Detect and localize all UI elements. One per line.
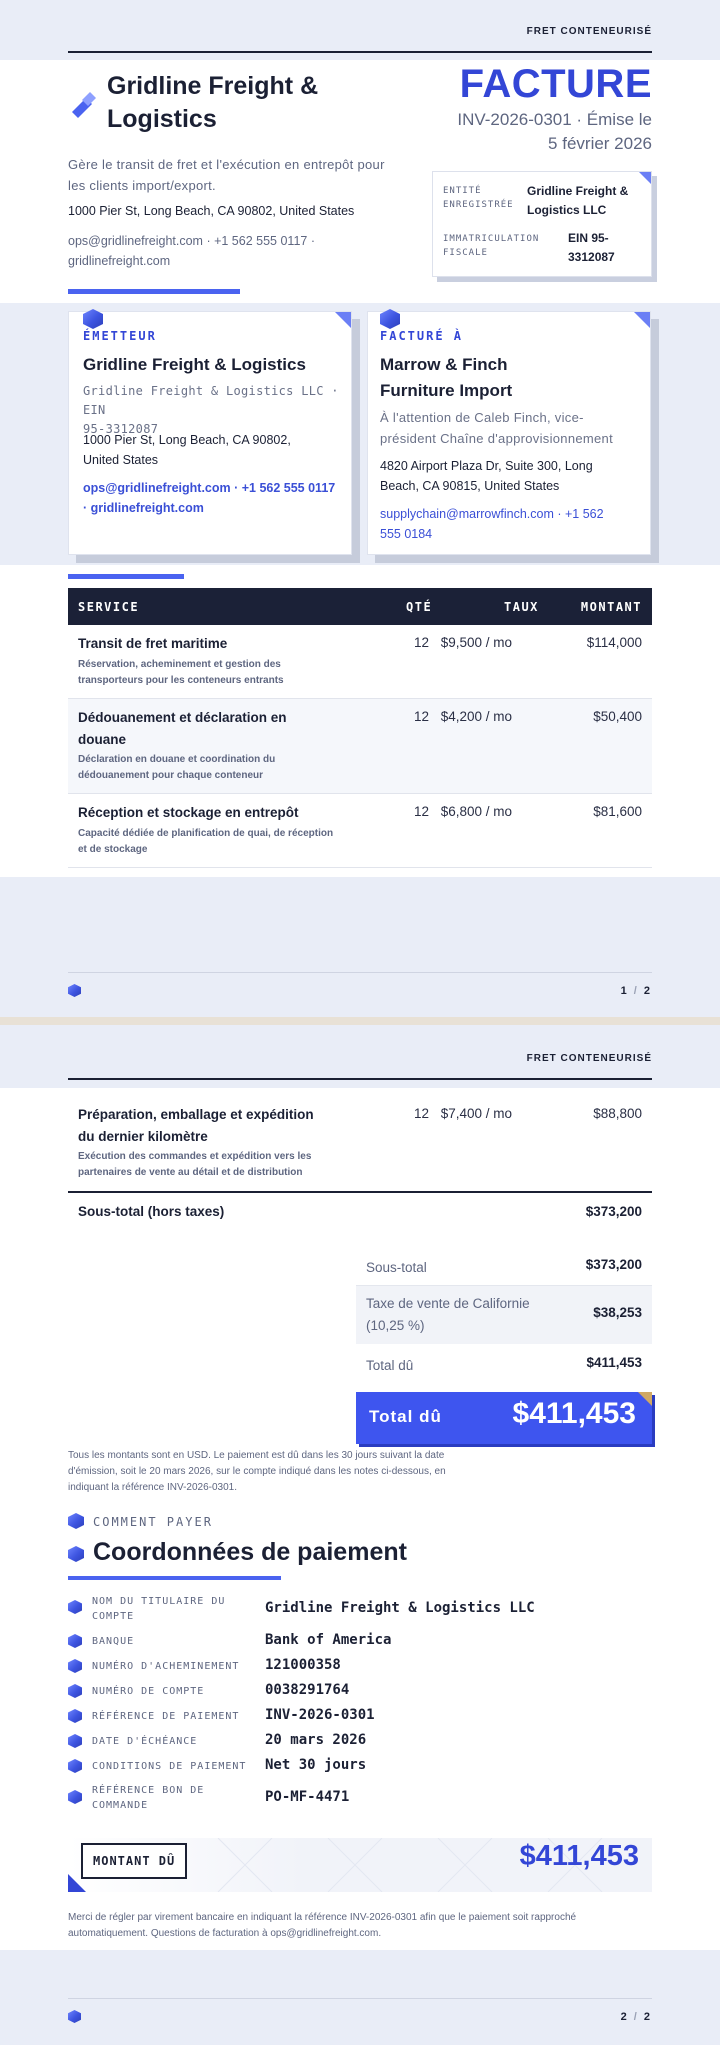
col-rate: TAUX [504,600,539,614]
brand-name-line2: Logistics [107,105,217,133]
payment-item-value: PO-MF-4471 [265,1789,350,1805]
payment-item-label: NUMÉRO DE COMPTE [92,1686,205,1697]
row-title: Préparation, emballage et expédition du dernier kilomètre [78,1107,314,1144]
totals-total-label: Total dû [366,1358,414,1373]
bullet-cube-icon [68,1759,82,1773]
payment-accent-bar [68,1576,281,1580]
bullet-cube-icon [68,1634,82,1648]
issuer-name: Gridline Freight & Logistics [83,355,306,374]
payment-item-value: Gridline Freight & Logistics LLC [265,1600,535,1616]
total-due-value: $411,453 [512,1397,636,1430]
billed-to-address: 4820 Airport Plaza Dr, Suite 300, Long Beach, CA 90815, United States [380,459,593,493]
col-service: SERVICE [78,600,140,614]
invoice-issue-date: 5 février 2026 [548,133,652,153]
page2-top-label: FRET CONTENEURISÉ [526,1053,652,1064]
payment-item-value: INV-2026-0301 [265,1707,375,1723]
document-title: FACTURE [459,62,652,106]
brand-contact-line2: gridlinefreight.com [68,254,171,268]
issuer-cube-icon [83,309,103,329]
payment-item [68,1592,652,1626]
tax-id-label: IMMATRICULATION FISCALE [443,234,540,259]
page-top-label: FRET CONTENEURISÉ [526,26,652,37]
issuer-address: 1000 Pier St, Long Beach, CA 90802, United States [83,433,291,467]
entity-label: ENTITÉ ENREGISTRÉE [443,186,514,211]
table-row [68,699,652,794]
row-rate: $9,500 / mo [440,635,512,650]
billed-to-contact[interactable]: supplychain@marrowfinch.com · +1 562 555 0184 [380,507,604,541]
total-due-box [356,1392,652,1444]
invoice-number-date: INV-2026-0301 · Émise le [457,110,652,129]
table-subtotal-value: $373,200 [585,1204,642,1219]
row-desc: Capacité dédiée de planification de quai, de réception et de stockage [78,828,334,855]
billed-to-card-fold [634,312,650,328]
table-header [68,588,652,625]
row-amount: $88,800 [593,1106,642,1121]
total-due-label: Total dû [369,1407,442,1426]
row-qty: 12 [414,804,430,819]
entity-value: Gridline Freight & Logistics LLC [527,184,629,217]
totals-subtotal-label: Sous-total [366,1260,427,1275]
payment-item-value: Net 30 jours [265,1757,367,1773]
row-amount: $114,000 [586,635,642,650]
entity-card-fold [639,172,651,184]
billed-to-attention: À l'attention de Caleb Finch, vice- président Chaîne d'approvisionnement [380,410,613,446]
brand-contact-line1: ops@gridlinefreight.com · +1 562 555 0117 · [68,234,315,248]
total-due-fold [638,1392,652,1406]
row-qty: 12 [414,635,430,650]
issuer-contact[interactable]: ops@gridlinefreight.com · +1 562 555 0117 · gridlinefreight.com [83,481,336,515]
page2-footer-rule [68,1998,652,1999]
brand-address: 1000 Pier St, Long Beach, CA 90802, United States [68,204,355,218]
payment-item-value: Bank of America [265,1632,392,1648]
payment-footer-note: Merci de régler par virement bancaire en indiquant la référence INV-2026-0301 afin que le paiement soit rapproché automatiquement. Questions de facturation à ops@gridlinefreight.com. [68,1912,577,1939]
issuer-section-label: ÉMETTEUR [83,329,157,343]
row-title: Dédouanement et déclaration en douane [78,710,287,747]
page1-footer-rule [68,972,652,973]
payment-notes: Tous les montants sont en USD. Le paiement est dû dans les 30 jours suivant la date d'émission, soit le 20 mars 2026, sur le compte indiqué dans les notes ci-dessous, en indiquant la référence INV-2026-0301. [68,1450,446,1493]
page1-number: 1 / 2 [620,985,652,997]
payment-item-value: 121000358 [265,1657,341,1673]
payment-item-label: NOM DU TITULAIRE DU COMPTE [92,1596,226,1622]
issuer-card [68,311,352,555]
payment-item [68,1657,652,1677]
payment-item [68,1781,652,1815]
row-qty: 12 [414,1106,430,1121]
bullet-cube-icon [68,1684,82,1698]
billed-to-card [367,311,651,555]
payment-item-label: RÉFÉRENCE BON DE COMMANDE [92,1785,205,1811]
totals-total-value: $411,453 [586,1355,642,1370]
row-title: Réception et stockage en entrepôt [78,805,299,820]
table-row [68,1098,652,1191]
brand-tagline: Gère le transit de fret et l'exécution en entrepôt pour les clients import/export. [68,157,385,193]
tax-id-value: EIN 95- 3312087 [568,231,615,264]
row-amount: $50,400 [593,709,642,724]
payment-item-value: 20 mars 2026 [265,1732,367,1748]
bullet-cube-icon [68,1734,82,1748]
issuer-card-fold [335,312,351,328]
col-qty: QTÉ [406,600,433,614]
payment-item-label: NUMÉRO D'ACHEMINEMENT [92,1661,240,1672]
table-row [68,625,652,699]
bullet-cube-icon [68,1790,82,1804]
billed-to-cube-icon [380,309,400,329]
payment-item [68,1757,652,1777]
entity-card [432,171,652,277]
bullet-cube-icon [68,1709,82,1723]
bullet-cube-icon [68,1600,82,1614]
row-desc: Réservation, acheminement et gestion des transporteurs pour les conteneurs entrants [78,659,284,686]
totals-subtotal-row [356,1246,652,1286]
row-qty: 12 [414,709,430,724]
totals-tax-label: Taxe de vente de Californie (10,25 %) [366,1296,530,1333]
row-rate: $6,800 / mo [440,804,512,819]
totals-tax-value: $38,253 [593,1305,642,1320]
row-rate: $4,200 / mo [440,709,512,724]
totals-total-row [356,1344,652,1384]
how-to-pay-label: COMMENT PAYER [93,1515,213,1529]
col-amount: MONTANT [580,600,642,614]
accent-bar [68,289,240,294]
header-rule [68,51,652,53]
payment-item [68,1682,652,1702]
page2-number: 2 / 2 [620,2011,652,2023]
page1-bottom-band [0,877,720,1017]
payment-item-label: DATE D'ÉCHÉANCE [92,1736,198,1747]
row-title: Transit de fret maritime [78,636,228,651]
amount-due-value: $411,453 [519,1840,639,1872]
payment-item-label: RÉFÉRENCE DE PAIEMENT [92,1711,240,1722]
payment-item [68,1732,652,1752]
payment-heading: Coordonnées de paiement [93,1538,407,1566]
table-accent-bar [68,574,184,579]
payment-item [68,1707,652,1727]
brand-name [107,70,318,136]
bullet-cube-icon [68,1659,82,1673]
amount-due-strip [68,1838,652,1892]
totals-subtotal-value: $373,200 [585,1257,642,1272]
page2-header-rule [68,1078,652,1080]
payment-item-label: CONDITIONS DE PAIEMENT [92,1761,247,1772]
table-row [68,794,652,868]
payment-heading-cube-icon [68,1546,84,1562]
billed-to-section-label: FACTURÉ À [380,329,464,343]
page-separator [0,1017,720,1025]
totals-tax-row [356,1286,652,1344]
brand-contact [68,231,315,271]
invoice-meta [457,108,652,156]
payment-item-label: BANQUE [92,1636,135,1647]
billed-to-name: Marrow & Finch Furniture Import [380,355,513,400]
amount-due-label: MONTANT DÛ [81,1843,187,1879]
brand-name-line1: Gridline Freight & [107,72,319,100]
table-subtotal-label: Sous-total (hors taxes) [78,1204,225,1219]
issuer-legal: Gridline Freight & Logistics LLC · EIN 95-3312087 [83,384,339,437]
payment-details [68,1588,652,1818]
brand-logo-icon [68,90,98,120]
how-to-pay-cube-icon [68,1513,84,1529]
row-amount: $81,600 [593,804,642,819]
row-rate: $7,400 / mo [440,1106,512,1121]
payment-item-value: 0038291764 [265,1682,350,1698]
payment-item [68,1632,652,1652]
row-desc: Exécution des commandes et expédition vers les partenaires de vente au détail et de distribution [78,1151,312,1178]
subtotal-rule [68,1191,652,1193]
row-desc: Déclaration en douane et coordination du dédouanement pour chaque conteneur [78,754,276,781]
